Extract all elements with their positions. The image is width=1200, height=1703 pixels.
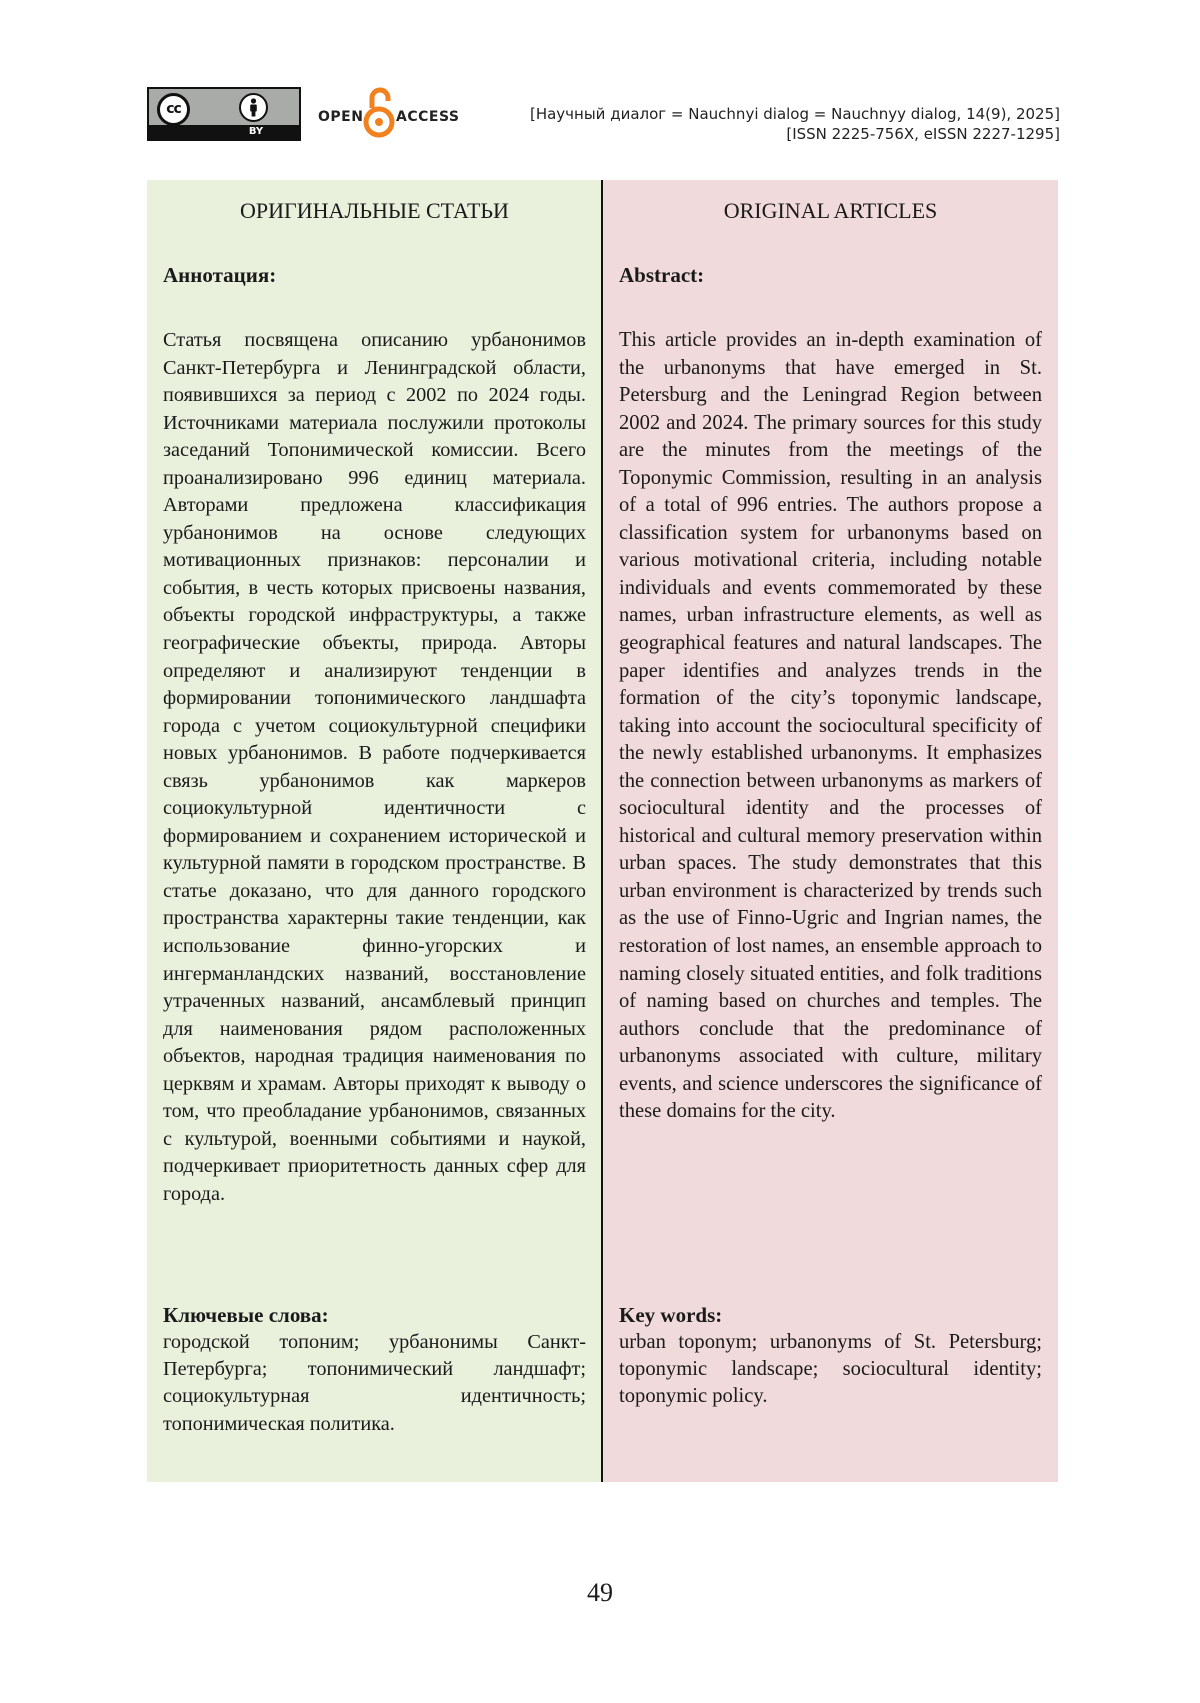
license-strip — [149, 125, 299, 139]
open-access-lock-icon — [363, 86, 395, 142]
creative-commons-icon: cc — [157, 93, 190, 126]
abstract-text-en: This article provides an in-depth examination of the urbanonyms that have emerged in St. Petersburg and the Leningrad Region between 2002 and 2024. The primary sources for this study are the minutes from the meetings of the Toponymic Commission, resulting in an analysis of a total of 996 entries. The authors propose a classification system for urbanonyms based on various motivational criteria, including notable individuals and events commemorated by these names, urban infrastructure elements, as well as geographical features and natural landscapes. The paper identifies and analyzes trends in the formation of the city’s toponymic landscape, taking into account the sociocultural specificity of the newly established urbanonyms. It emphasizes the connection between urbanonyms as markers of sociocultural identity and the processes of historical and cultural memory preservation within urban spaces. The study demonstrates that this urban environment is characterized by trends such as the use of Finno-Ugric and Ingrian names, the restoration of lost names, an ensemble approach to naming closely situated entities, and folk traditions of naming based on churches and temples. The authors conclude that the predominance of urbanonyms associated with culture, military events, and science underscores the significance of these domains for the city. — [619, 329, 1042, 1123]
keywords-label-en: Key words: — [619, 1303, 723, 1327]
keywords-text-en: urban toponym; urbanonyms of St. Petersburg; toponymic landscape; sociocultural identity; toponymic policy. — [619, 1331, 1042, 1408]
journal-reference — [530, 104, 1060, 144]
section-title-ru: ОРИГИНАЛЬНЫЕ СТАТЬИ — [240, 198, 509, 223]
license-by-label: BY — [248, 126, 264, 137]
open-access-label-access: ACCESS — [396, 109, 460, 125]
abstract-text-ru: Статья посвящена описанию урбанонимов Санкт-Петербурга и Ленинградской области, появившихся за период с 2002 по 2024 годы. Источниками материала послужили протоколы заседаний Топонимической комиссии. Всего проанализировано 996 единиц материала. Авторами предложена классификация урбанонимов на основе следующих мотивационных признаков: персоналии и события, в честь которых присвоены названия, объекты городской инфраструктуры, а также географические объекты, природа. Авторы определяют и анализируют тенденции в формировании топонимического ландшафта города с учетом социокультурной специфики новых урбанонимов. В работе подчеркивается связь урбанонимов как маркеров социокультурной идентичности с формированием и сохранением исторической и культурной памяти в городском пространстве. В статье доказано, что для данного городского пространства характерны такие тенденции, как использование финно-угорских и ингерманландских названий, восстановление утраченных названий, ансамблевый принцип для наименования рядом расположенных объектов, народная традиция наименования по церквям и храмам. Авторы приходят к выводу о том, что преобладание урбанонимов, связанных с культурой, военными событиями и наукой, подчеркивает приоритетность данных сфер для города. — [163, 329, 586, 1205]
open-access-logo — [318, 86, 458, 142]
attribution-person-icon — [239, 93, 268, 122]
abstract-label-en: Abstract: — [619, 263, 705, 287]
keywords-text-ru: городской топоним; урбанонимы Санкт-Петербурга; топонимический ландшафт; социокультурная идентичность; топонимическая политика. — [163, 1331, 586, 1435]
journal-issn: [ISSN 2225-756X, eISSN 2227-1295] — [786, 125, 1060, 143]
column-divider — [601, 180, 603, 1482]
bilingual-abstract-table — [147, 180, 1058, 1482]
keywords-label-ru: Ключевые слова: — [163, 1303, 329, 1327]
journal-citation: [Научный диалог = Nauchnyi dialog = Nauchnyy dialog, 14(9), 2025] — [529, 105, 1060, 123]
abstract-label-ru: Аннотация: — [163, 263, 277, 287]
open-access-label-open: OPEN — [318, 109, 364, 125]
english-column — [603, 180, 1058, 1482]
page-number: 49 — [587, 1578, 613, 1607]
section-title-en: ORIGINAL ARTICLES — [723, 198, 938, 223]
cc-by-license-badge — [147, 87, 301, 141]
russian-column — [147, 180, 602, 1482]
